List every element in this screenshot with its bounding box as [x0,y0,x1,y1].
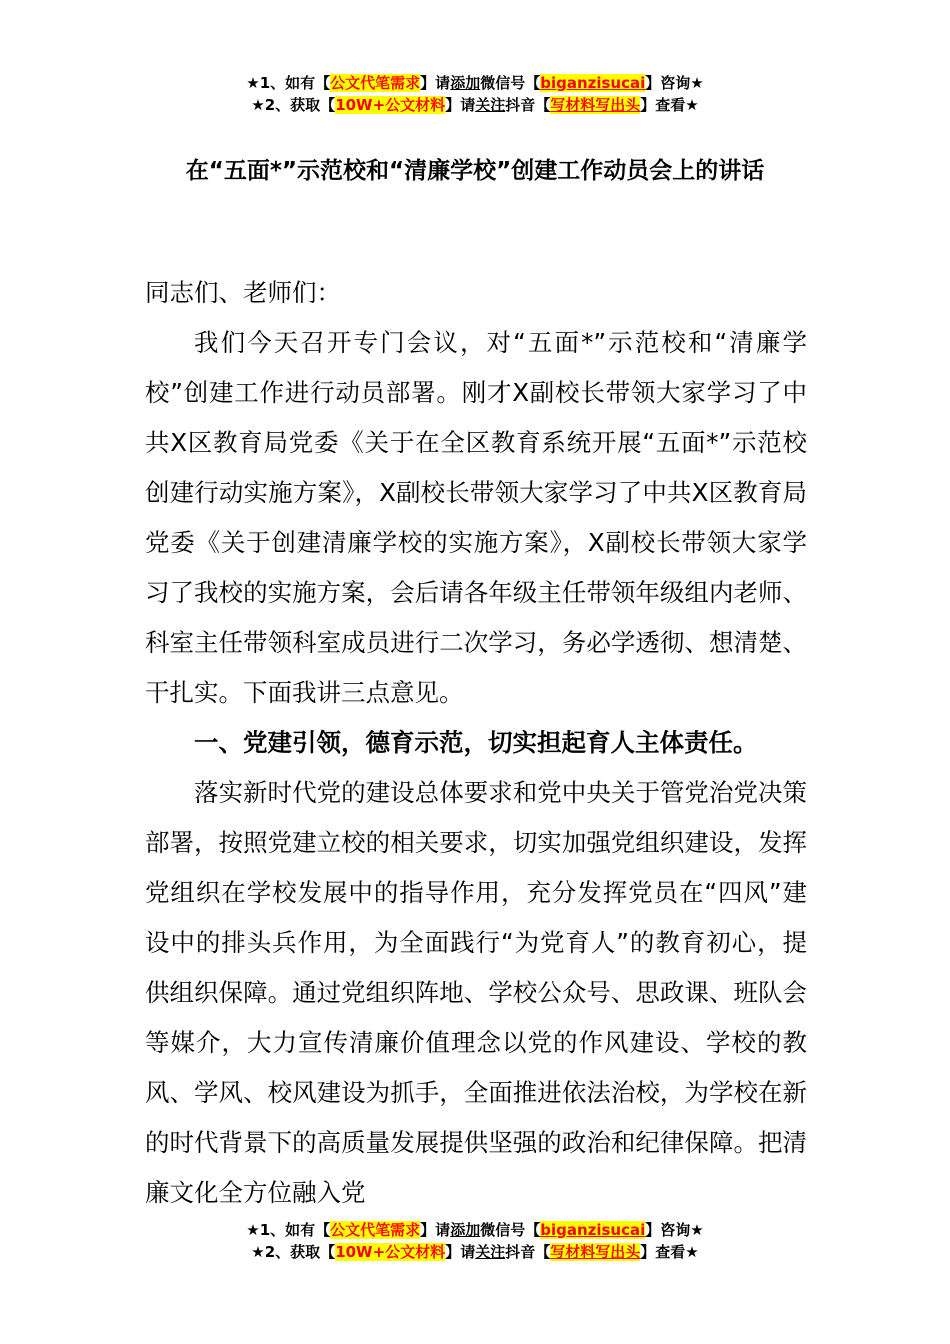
promo-text: 抖音【 [505,1243,551,1261]
promo-line-2 [0,94,950,116]
intro-paragraph: 我们今天召开专门会议，对“五面*”示范校和“清廉学校”创建工作进行动员部署。刚才X副校长带领大家学习了中共X区教育局党委《关于在全区教育系统开展“五面*”示范校创建行动实施方案》，X副校长带领大家学习了中共X区教育局党委《关于创建清廉学校的实施方案》，X副校长带领大家学习了我校的实施方案，会后请各年级主任带领年级组内老师、科室主任带领科室成员进行二次学习，务必学透彻、想清楚、干扎实。下面我讲三点意见。 [145,328,807,707]
promo-text: 】请 [420,1221,451,1239]
promo-text: 】咨询★ [645,1221,704,1239]
wechat-id-highlight: biganzisucai [540,74,646,92]
promo-text: ★1、如有【 [246,74,331,92]
promo-text: ★1、如有【 [246,1221,331,1239]
promo-text: 抖音【 [505,96,551,114]
document-body [145,268,807,1218]
promo-banner-top [0,72,950,116]
promo-line-1 [0,1219,950,1241]
document-title: 在“五面*”示范校和“清廉学校”创建工作动员会上的讲话 [185,158,765,184]
promo-underlined: 添加 [450,74,481,92]
salutation: 同志们、老师们： [145,278,341,307]
promo-line-2 [0,1241,950,1263]
promo-banner-bottom [0,1219,950,1263]
promo-highlight: 公文代笔需求 [330,74,421,92]
promo-text: 微信号【 [480,74,541,92]
promo-text: 】查看★ [640,96,699,114]
promo-text: 微信号【 [480,1221,541,1239]
promo-text: 】请 [445,1243,476,1261]
promo-highlight: 10W+公文材料 [335,96,446,114]
promo-text: 】请 [420,74,451,92]
promo-text: ★2、获取【 [251,1243,336,1261]
promo-text: ★2、获取【 [251,96,336,114]
douyin-id-highlight: 写材料写出头 [550,96,641,114]
douyin-id-highlight: 写材料写出头 [550,1243,641,1261]
wechat-id-highlight: biganzisucai [540,1221,646,1239]
promo-text: 】请 [445,96,476,114]
promo-underlined: 添加 [450,1221,481,1239]
section-paragraph: 落实新时代党的建设总体要求和党中央关于管党治党决策部署，按照党建立校的相关要求，切实加强党组织建设，发挥党组织在学校发展中的指导作用，充分发挥党员在“四风”建设中的排头兵作用，为全面践行“为党育人”的教育初心，提供组织保障。通过党组织阵地、学校公众号、思政课、班队会等媒介，大力宣传清廉价值理念以党的作风建设、学校的教风、学风、校风建设为抓手，全面推进依法治校，为学校在新的时代背景下的高质量发展提供坚强的政治和纪律保障。把清廉文化全方位融入党 [145,778,807,1207]
promo-highlight: 公文代笔需求 [330,1221,421,1239]
promo-underlined: 关注 [475,96,506,114]
promo-line-1 [0,72,950,94]
promo-underlined: 关注 [475,1243,506,1261]
promo-text: 】查看★ [640,1243,699,1261]
promo-highlight: 10W+公文材料 [335,1243,446,1261]
section-heading: 一、党建引领，德育示范，切实担起育人主体责任。 [194,728,758,757]
promo-text: 】咨询★ [645,74,704,92]
